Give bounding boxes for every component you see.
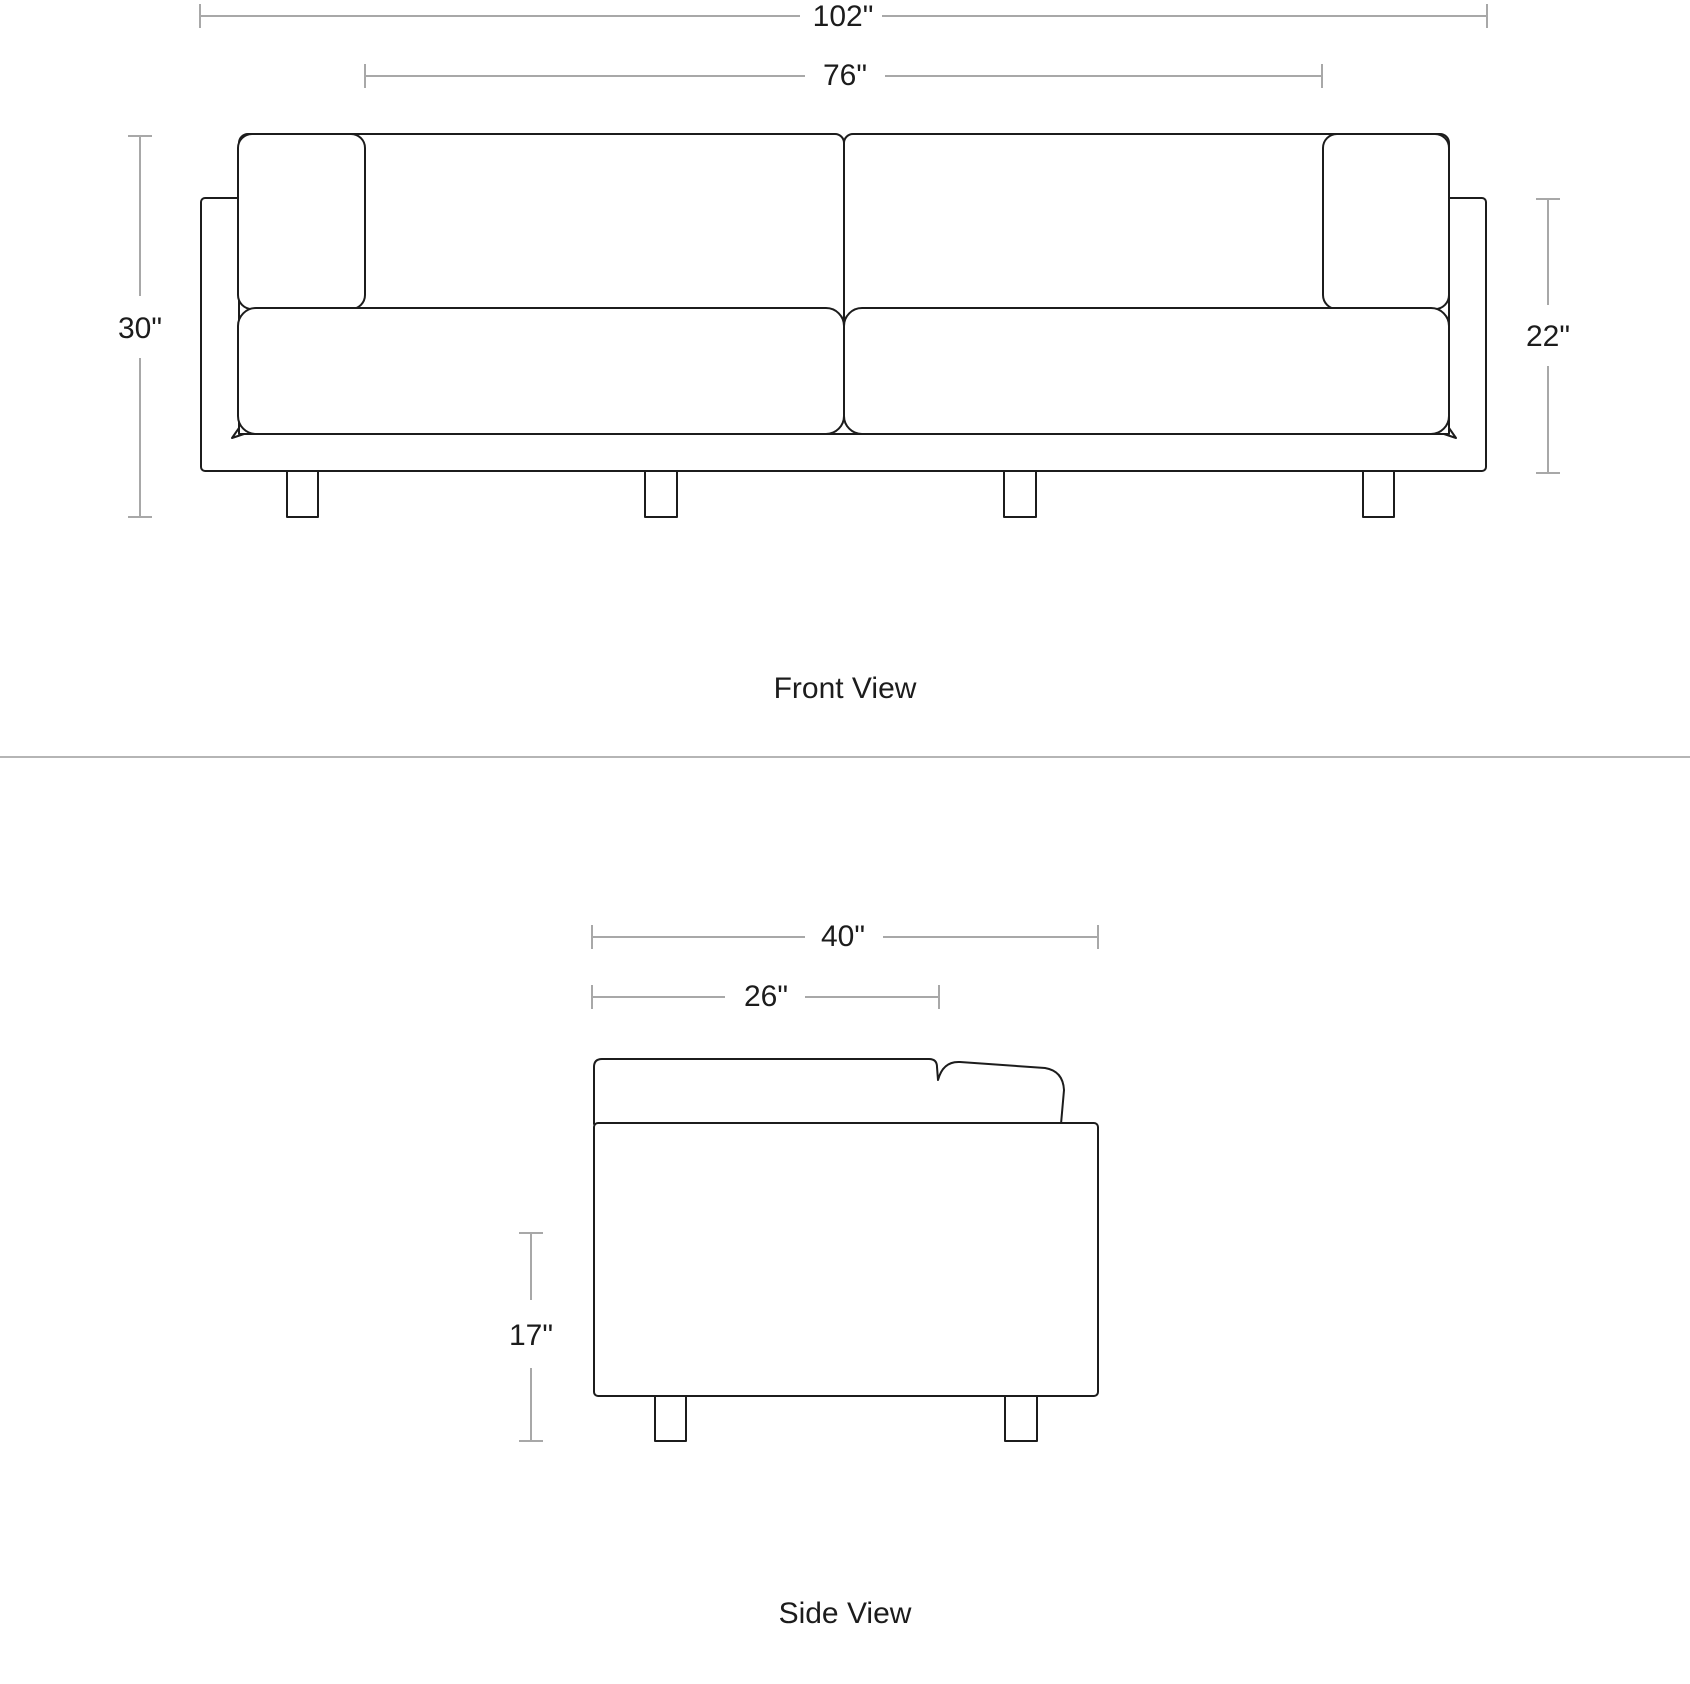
seat-cushion-right bbox=[844, 308, 1449, 434]
dimension-overall-height-label: 30" bbox=[117, 312, 163, 345]
dimension-seat-depth-label: 26" bbox=[743, 980, 789, 1013]
front-view-label: Front View bbox=[773, 672, 917, 705]
dimension-overall-width-label: 102" bbox=[812, 0, 874, 33]
dimension-inner-width bbox=[365, 59, 1322, 92]
dimension-seat-height-label: 17" bbox=[508, 1319, 554, 1352]
sofa-side-drawing bbox=[594, 1059, 1098, 1441]
dimension-seat-height bbox=[509, 1233, 553, 1441]
side-leg bbox=[1005, 1396, 1037, 1441]
side-view-label: Side View bbox=[778, 1597, 912, 1630]
front-leg bbox=[1363, 470, 1394, 517]
sofa-front-drawing bbox=[201, 134, 1486, 517]
back-cushion-profile bbox=[594, 1059, 1064, 1124]
dimension-arm-height-label: 22" bbox=[1525, 320, 1571, 353]
dimension-overall-depth-label: 40" bbox=[820, 920, 866, 953]
dimension-overall-width bbox=[200, 0, 1487, 33]
front-leg bbox=[1004, 470, 1036, 517]
side-view bbox=[509, 920, 1098, 1630]
dimension-seat-depth bbox=[592, 980, 939, 1013]
side-leg bbox=[655, 1396, 686, 1441]
front-view bbox=[118, 0, 1570, 705]
dimension-inner-width-label: 76" bbox=[822, 59, 868, 92]
dimension-overall-height bbox=[118, 136, 162, 517]
pillow-left bbox=[238, 134, 365, 309]
side-arm-panel bbox=[594, 1123, 1098, 1396]
dimension-arm-height bbox=[1526, 199, 1570, 473]
front-leg bbox=[287, 470, 318, 517]
pillow-right bbox=[1323, 134, 1449, 309]
seat-cushion-left bbox=[238, 308, 844, 434]
front-leg bbox=[645, 470, 677, 517]
dimension-overall-depth bbox=[592, 920, 1098, 953]
